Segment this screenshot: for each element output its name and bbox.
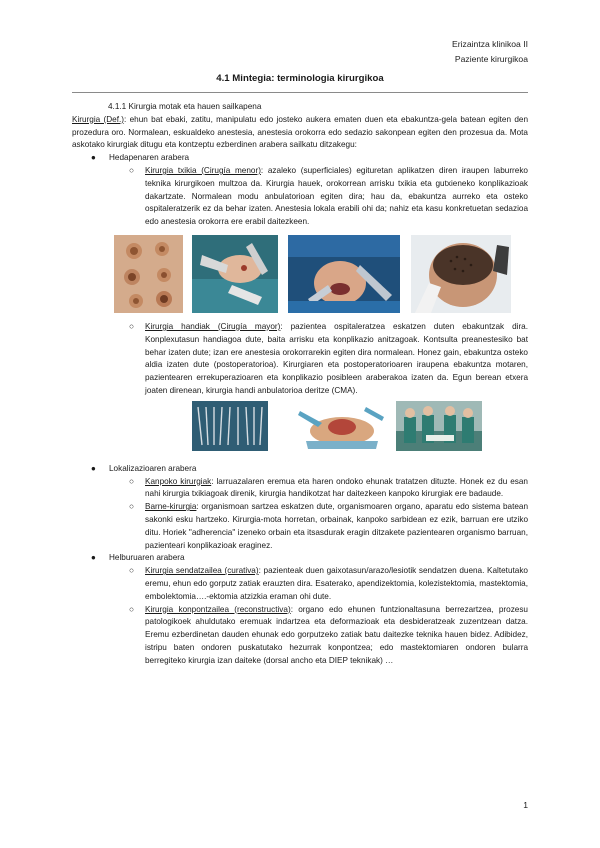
item-kirurgia-konpontzailea	[72, 604, 528, 668]
bullet-helburua: ● Helburuaren arabera	[72, 552, 528, 565]
item-text: : organo edo ehunen funtzionaltasuna berrezartzea, prozesu patologikoek ahuldutako eremuak indartzea eta deformazioak eta desbideratzeak zuzentzean datza. Eremu ezberdinetan dauden ehunak edo gorputzeko zatiak batu daitezke teknika hauen bidez. Adibidez, istripu baten ondoren puskatutako hezurrak konpontzea; edo mastektomiaren ondoren bularra berregiteko kirurgia izan daiteke (dorsal ancho eta DIEP teknikak) …	[145, 604, 528, 665]
item-text: : azaleko (superficiales) egituretan aplikatzen diren iraupen laburreko teknika kirurgikoen multzoa da. Kirurgia hauek, orokorrean arrisku txikia eta gutxieneko konplikazioak dakartzate. Normalean modu anbulatorioan egiten dira; hau da, ebakuntza aurreko eta osteko ospitaleratzerik ez da behar izaten. Anestesia lokala erabili ohi da; nahiz eta kasu konkretuetan sedazioa edo anestesia orokorra ere erabil daitezkeen.	[145, 165, 528, 227]
page-title: 4.1 Mintegia: terminologia kirurgikoa	[216, 73, 384, 84]
item-term: Barne-kirurgia	[145, 502, 197, 512]
item-term: Kirurgia konpontzailea (reconstructiva)	[145, 604, 291, 614]
page-number: 1	[523, 800, 528, 810]
definition-text: : ehun bat ebaki, zatitu, manipulatu edo josteko aukera ematen duen eta ebakuntza-gela batean egiten den prozedura oro. Normalean, eskualdeko anestesia, anestesia orokorra edo sedazio sakonpean egiten den prozesua da. Mota askotako kirurgiak ditugu eta kontzeptu ezberdinen arabera sailkatu ditzakegu:	[72, 114, 528, 150]
bullet-hedapena: ● Hedapenaren arabera	[72, 152, 528, 165]
image-row-major-surgery	[72, 401, 528, 453]
running-header	[452, 37, 528, 67]
hair-transplant-photo	[411, 235, 511, 313]
bullet-icon: ●	[91, 153, 96, 163]
circle-bullet-icon: ○	[129, 502, 134, 512]
item-kanpoko-kirurgiak	[72, 476, 528, 502]
bullet-icon: ●	[91, 553, 96, 563]
circle-bullet-icon: ○	[129, 566, 134, 576]
skin-lesions-photo	[114, 235, 183, 313]
item-text: : organismoan sartzea eskatzen dute, organismoaren organo, aparatu edo sistema batean sakonki esku hartzeko. Kirurgia-mota horretan, orbainak, kanpoko sarbidean ez ezik, barruan ere utziko ditu. Horiek "adherencia" izeneko orbain eta itsasdurak eragin ditzakete pazientearen organismo barruan, pazienteari konplikazioak eraginez.	[145, 502, 528, 550]
item-text: : pazienteak duen gaixotasun/arazo/lesiotik sendatzen duena. Kaltetutako eremu, ehun edo gorputz zatiak erauzten dira. Esaterako, apendizektomia, kolezistektomia, mastektomia, embolektomia….-ektomia atzizkia eraman ohi dute.	[145, 566, 528, 601]
title-divider	[72, 92, 528, 93]
item-kirurgia-txikia	[72, 165, 528, 229]
item-kirurgia-sendatzailea	[72, 565, 528, 603]
item-term: Kirurgia sendatzailea (curativa)	[145, 566, 259, 576]
dental-surgery-photo	[288, 235, 400, 313]
header-course: Erizaintza klinikoa II	[452, 39, 528, 49]
document-body	[72, 101, 528, 668]
item-term: Kanpoko kirurgiak	[145, 476, 212, 486]
item-text: : pazientea ospitaleratzea eskatzen duten ebakuntzak dira. Konplexutasun handiagoa dute, baita arrisku eta konplikazio anitzagoak. Kontsulta preanestesiko bat behar izaten dute; izan ere anestesia orokorrarekin egiten dira normalean. Honez gain, ebakuntza osteko aldia izaten dute (postoperatorioa). Kirurgiaren eta postoperatorioaren iraupena ebakuntza motaren, pazientearen errekuperazioaren eta konplikazio posibleen araberakoa izaten da. Egun berean etxera joaten direnean, kirurgia handi anbulatorioa deritze (CMA).	[145, 321, 528, 395]
item-term: Kirurgia txikia (Cirugía menor)	[145, 165, 261, 175]
item-text: : larruazalaren eremua eta haren ondoko ehunak tratatzen dituzte. Honek ez du esan nahi kirurgia txikiagoak direnik, kirurgia handikotzat har daitezkeen kanpoko kirurgiak ere badaude.	[145, 476, 528, 499]
abdominal-surgery-illustration	[296, 401, 388, 451]
bullet-icon: ●	[91, 463, 96, 473]
definition-term: Kirurgia (Def.)	[72, 114, 125, 124]
header-subject: Paziente kirurgikoa	[454, 54, 528, 64]
minor-surgery-photo	[192, 235, 278, 313]
item-barne-kirurgia	[72, 501, 528, 552]
image-row-minor-surgery	[72, 235, 528, 315]
section-heading: 4.1.1 Kirurgia motak eta hauen sailkapena	[108, 102, 262, 111]
item-kirurgia-handiak	[72, 321, 528, 398]
operating-room-team-photo	[396, 401, 482, 451]
circle-bullet-icon: ○	[129, 321, 134, 331]
item-term: Kirurgia handiak (Cirugía mayor)	[145, 321, 281, 331]
circle-bullet-icon: ○	[129, 604, 134, 614]
circle-bullet-icon: ○	[129, 165, 134, 175]
circle-bullet-icon: ○	[129, 476, 134, 486]
intro-paragraph	[72, 114, 528, 152]
surgical-instruments-photo	[192, 401, 268, 451]
bullet-lokalizazioa: ● Lokalizazioaren arabera	[72, 463, 528, 476]
